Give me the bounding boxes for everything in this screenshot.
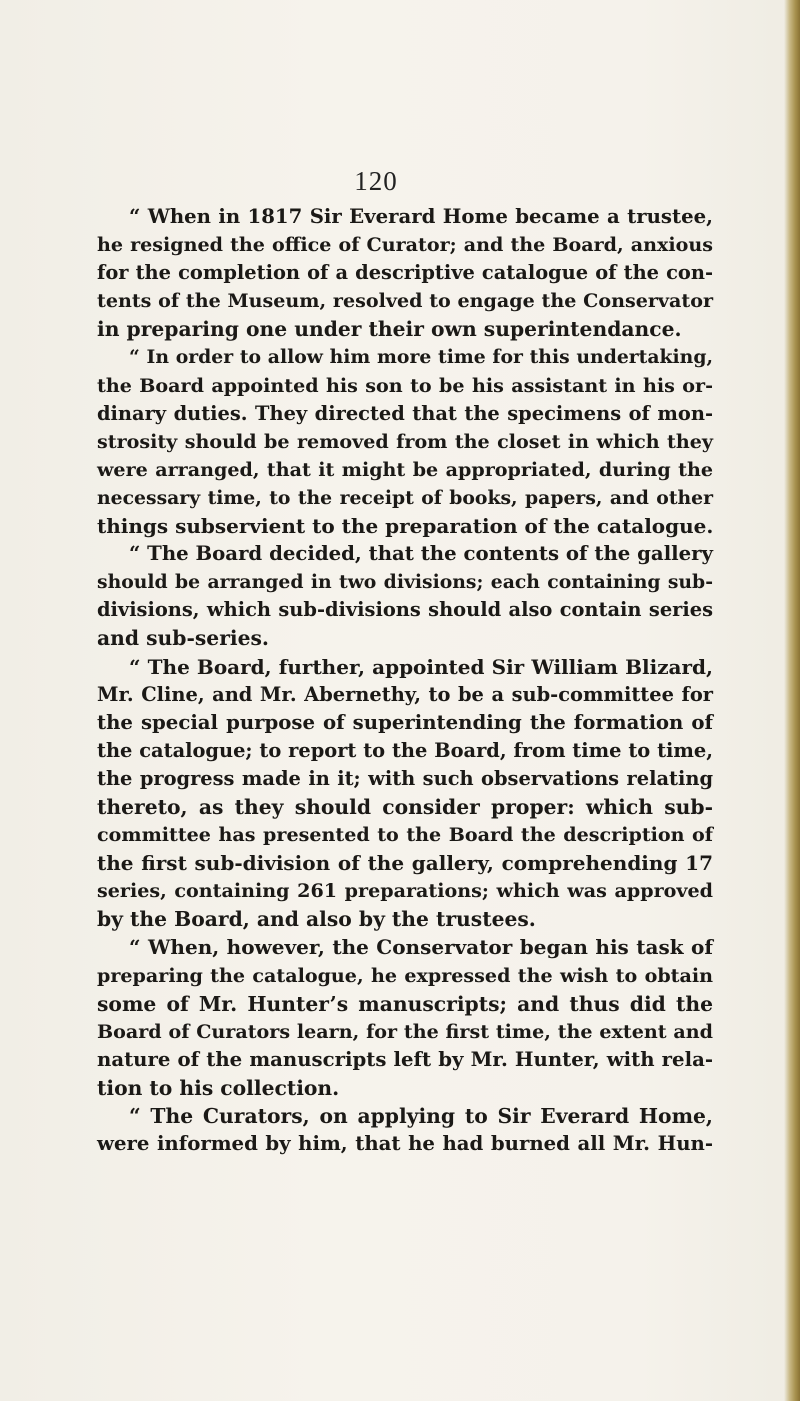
text-line: the first sub-division of the gallery, comprehending 17 (97, 851, 713, 876)
text-line: tion to his collection. (97, 1075, 340, 1100)
text-line: the special purpose of superintending the formation of (97, 710, 713, 734)
text-line: committee has presented to the Board the description of (97, 823, 713, 847)
text-line: “ The Curators, on applying to Sir Everard Home, (129, 1104, 713, 1128)
page-number: 120 (354, 166, 398, 196)
text-line: thereto, as they should consider proper: which sub- (97, 794, 713, 819)
text-line: divisions, which sub-divisions should also contain series (97, 598, 713, 622)
text-line: for the completion of a descriptive catalogue of the con- (97, 261, 713, 285)
text-line: some of Mr. Hunter’s manuscripts; and thus did the (97, 991, 713, 1016)
text-line: should be arranged in two divisions; each containing sub- (97, 571, 713, 594)
text-line: were arranged, that it might be appropriated, during the (97, 457, 713, 481)
text-line: nature of the manuscripts left by Mr. Hunter, with rela- (97, 1047, 713, 1071)
text-line: Mr. Cline, and Mr. Abernethy, to be a sub-committee for (97, 682, 713, 706)
text-line: preparing the catalogue, he expressed the wish to obtain (97, 963, 713, 987)
text-line: by the Board, and also by the trustees. (97, 907, 536, 932)
text-line: “ The Board decided, that the contents of the gallery (129, 542, 713, 566)
text-line: the progress made in it; with such observations relating (97, 766, 713, 790)
text-line: were informed by him, that he had burned all Mr. Hun- (97, 1132, 713, 1156)
text-line: necessary time, to the receipt of books, papers, and other (97, 486, 713, 509)
text-line: he resigned the office of Curator; and the Board, anxious (97, 233, 713, 257)
text-line: “ When in 1817 Sir Everard Home became a trustee, (129, 205, 713, 228)
text-line: strosity should be removed from the closet in which they (97, 429, 713, 453)
text-line: “ When, however, the Conservator began his task of (129, 935, 713, 960)
text-line: dinary duties. They directed that the specimens of mon- (97, 401, 713, 425)
text-line: the Board appointed his son to be his assistant in his or- (97, 373, 713, 397)
text-line: tents of the Museum, resolved to engage the Conservator (97, 289, 713, 313)
text-line: the catalogue; to report to the Board, from time to time, (97, 738, 713, 762)
text-line: series, containing 261 preparations; which was approved (97, 879, 713, 903)
text-line: in preparing one under their own superintendance. (97, 317, 682, 342)
text-line: “ In order to allow him more time for this undertaking, (129, 346, 713, 369)
text-line: “ The Board, further, appointed Sir William Blizard, (129, 654, 713, 679)
text-line: things subservient to the preparation of the catalogue. (97, 514, 714, 539)
text-line: and sub-series. (97, 626, 269, 651)
text-line: Board of Curators learn, for the first time, the extent and (97, 1019, 713, 1043)
page-edge-shadow (784, 0, 800, 1401)
body-text (97, 203, 713, 1158)
